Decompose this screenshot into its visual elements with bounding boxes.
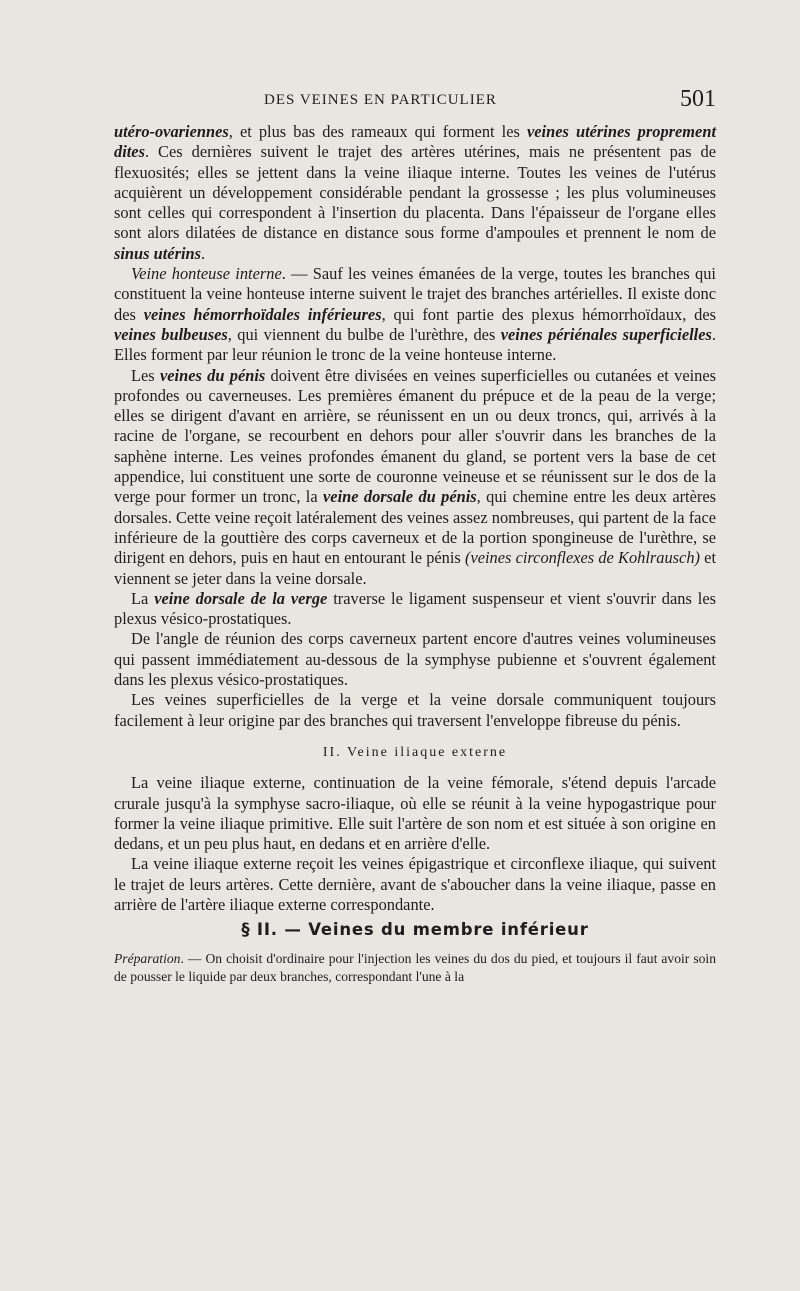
paragraphs-block-1 [114,122,716,731]
paragraph [114,773,716,854]
text-run: . — Sauf les veines émanées de la verge, toutes les branches qui constituent la veine honteuse interne suivent le trajet des branches artérielles. Il existe donc des [114,264,716,324]
text-run: De l'angle de réunion des corps caverneux partent encore d'autres veines volumineuses qui passent immédiatement au-dessous de la symphyse pubienne et s'ouvrent également dans les plexus vésico-prostatiques. [114,629,716,690]
text-run: . [201,243,206,263]
paragraphs-block-2 [114,773,716,915]
text-run: , et plus bas des rameaux qui forment les [228,122,527,141]
paragraph [114,122,716,264]
paragraph [114,854,716,915]
text-run: et viennent se jeter dans la veine dorsale. [114,548,717,588]
paragraph [114,690,716,731]
running-head [114,88,716,116]
emphasized-term: sinus utérins [114,243,202,263]
page-number: 501 [680,86,716,112]
emphasized-term: Veine honteuse interne [131,264,282,284]
text-run: Les veines superficielles de la verge et la veine dorsale communiquent toujours facilement à leur origine par des branches qui traversent l'enveloppe fibreuse du pénis. [114,690,716,730]
emphasized-term: veines périénales superficielles [500,324,712,344]
emphasized-term: veines hémorrhoïdales inférieures [143,304,382,324]
emphasized-term: (veines circonflexes de Kohlrausch) [464,548,700,568]
emphasized-term: veines utérines proprement dites [114,122,716,162]
emphasized-term: veine dorsale de la verge [154,588,328,608]
paragraph [114,264,716,365]
emphasized-term: utéro-ovariennes [114,122,229,141]
emphasized-term: veines bulbeuses [114,324,228,344]
preparation-label: Préparation [114,950,181,966]
section-heading-membre-inferieur: § II. — Veines du membre inférieur [241,920,589,940]
text-run: La veine iliaque externe, continuation de la veine fémorale, s'étend depuis l'arcade crurale jusqu'à la symphyse sacro-iliaque, où elle se réunit à la veine hypogastrique pour former la veine iliaque primitive. Elle suit l'artère de son nom et est située à son origine en dedans, et un peu plus haut, en dedans et en arrière d'elle. [114,773,716,854]
text-run: Les [131,365,160,385]
text-run: , qui viennent du bulbe de l'urèthre, des [227,324,501,344]
subheading-veine-iliaque-externe: II. Veine iliaque externe [322,744,508,760]
body-text [114,122,716,986]
text-run: La veine iliaque externe reçoit les veines épigastrique et circonflexe iliaque, qui suivent le trajet de leurs artères. Cette dernière, avant de s'aboucher dans la veine iliaque, passe en arrière de l'artère iliaque externe correspondante. [114,854,716,914]
paragraph [114,589,716,630]
text-run: , qui font partie des plexus hémorrhoïdaux, des [381,304,716,324]
emphasized-term: veines du pénis [159,365,266,385]
text-run: , qui chemine entre les deux artères dorsales. Cette veine reçoit latéralement des veines assez nombreuses, qui partent de la face inférieure de la gouttière des corps caverneux et de la portion spongineuse de l'urèthre, se dirigent en dehors, puis en haut en entourant le pénis [114,487,716,568]
paragraph [114,629,716,690]
preparation-text: . — On choisit d'ordinaire pour l'injection les veines du dos du pied, et toujours il faut avoir soin de pousser le liquide par deux branches, correspondant l'une à la [114,950,716,984]
text-run: traverse le ligament suspenseur et vient s'ouvrir dans les plexus vésico-prostatiques. [114,588,716,629]
text-run: . Ces dernières suivent le trajet des artères utérines, mais ne présentent pas de flexuosités; elles se jettent dans la veine iliaque interne. Toutes les veines de l'utérus acquièrent un développement considérable pendant la grossesse ; les plus volumineuses sont celles qui correspondent à l'insertion du placenta. Dans l'épaisseur de l'organe elles sont alors dilatées de distance en distance sous forme d'ampoules et prennent le nom de [114,142,716,243]
running-head-title: DES VEINES EN PARTICULIER [264,92,497,108]
emphasized-term: veine dorsale du pénis [323,487,477,507]
preparation-note [114,950,716,986]
text-run: . Elles forment par leur réunion le tronc de la veine honteuse interne. [114,324,716,365]
text-run: La [131,588,155,608]
text-run: doivent être divisées en veines superficielles ou cutanées et veines profondes ou caverneuses. Les premières émanent du prépuce et de la peau de la verge; elles se dirigent d'avant en arrière, se réunissent en un ou deux troncs, qui, arrivés à la racine de l'organe, se recourbent en dehors pour aller s'ouvrir dans les branches de la saphène interne. Les veines profondes émanent du gland, se portent vers la base de cet appendice, lui constituent une sorte de couronne veineuse et se réunissent sur le dos de la verge pour former un tronc, la [114,365,716,507]
paragraph [114,366,716,589]
